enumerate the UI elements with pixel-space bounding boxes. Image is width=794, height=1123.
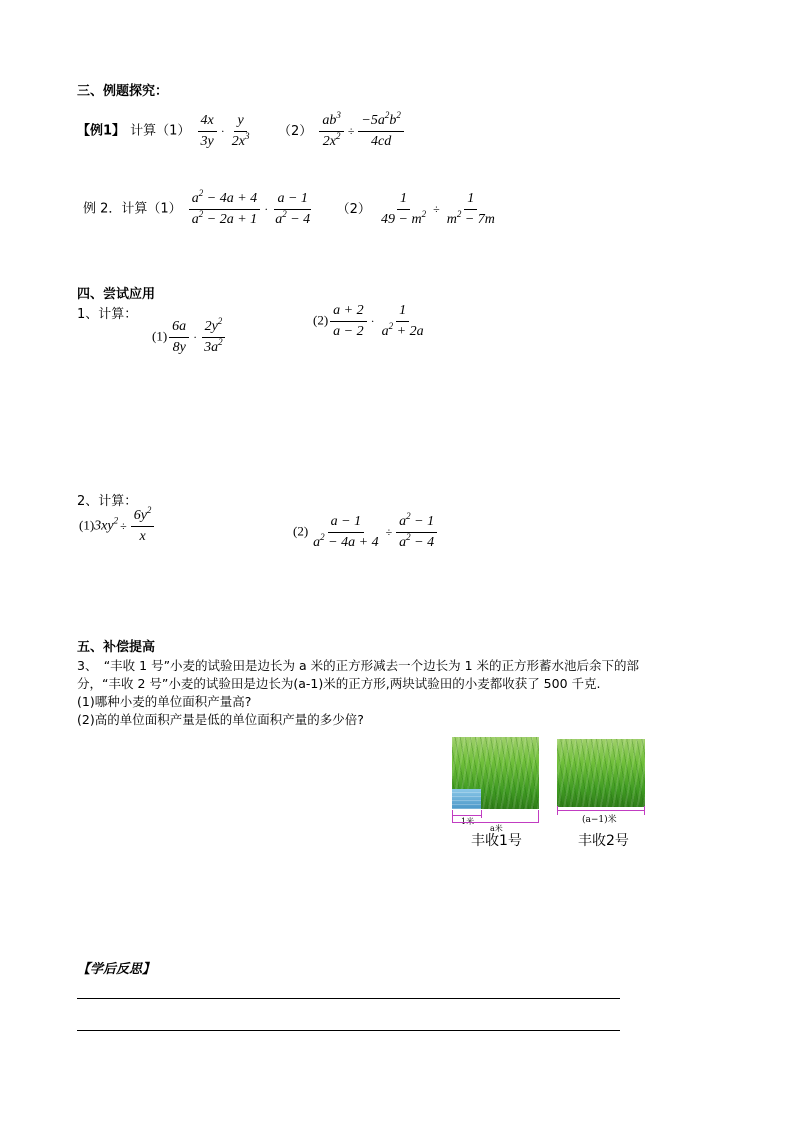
example-1 [77, 112, 406, 151]
question-3-sub-2: (2)高的单位面积产量是低的单位面积产量的多少倍? [77, 712, 364, 727]
example-2-expr-2: $\frac{1}{49 - m^2}$ ÷ $\frac{1}{m^2 - 7m}$ [381, 191, 495, 227]
dimension-label-a-minus-1: (a−1)米 [582, 815, 617, 825]
example-1-lead: 计算（1） [130, 123, 191, 139]
wheat-field-2-image [557, 739, 645, 807]
question-1-expr-1: (1) $\frac{6a}{8y}$ · $\frac{2y^2}{3a^2}$ [152, 318, 228, 357]
question-2-label: 2、计算： [77, 494, 138, 509]
dimension-tick-right-2 [644, 806, 645, 815]
example-1-label: 【例1】 [77, 123, 126, 139]
caption-field-1: 丰收1号 [471, 833, 522, 849]
dimension-line-a-minus-1 [557, 810, 645, 811]
example-1-expr-2: $\frac{ab^3}{2x^2}$ ÷ $\frac{-5a^2b^2}{4cd}$ [317, 124, 406, 139]
question-3-line-1: 3、 “丰收 1 号”小麦的试验田是边长为 a 米的正方形减去一个边长为 1 米的正方形蓄水池后余下的部 [77, 658, 640, 673]
reflection-title: 【学后反思】 [77, 962, 156, 977]
example-1-part2: （2） [277, 123, 313, 139]
water-pool-image [452, 789, 481, 809]
reflection-line-2[interactable] [77, 1030, 620, 1031]
example-2-lead: 例 2．计算（1） [83, 201, 182, 217]
example-1-expr-1: $\frac{4x}{3y}$ · $\frac{y}{2x^3}$ [196, 124, 258, 139]
example-2 [83, 190, 500, 229]
question-2-expr-2: (2) $\frac{a - 1}{a^2 - 4a + 4}$ ÷ $\frac{a^2 - 1}{a^2 - 4}$ [293, 513, 439, 552]
dimension-label-a: a米 [490, 824, 503, 833]
question-2-expr-1: $(1)3xy^2$ ÷ $\frac{6y^2}{x}$ [79, 507, 156, 546]
question-3-sub-1: (1)哪种小麦的单位面积产量高? [77, 694, 252, 709]
question-3-line-2: 分，“丰收 2 号”小麦的试验田是边长为(a-1)米的正方形,两块试验田的小麦都收获了 500 千克. [77, 676, 601, 691]
question-1-label: 1、计算： [77, 307, 138, 322]
dimension-tick-mid [481, 810, 482, 818]
dimension-tick-left [452, 810, 453, 822]
example-2-part2: （2） [336, 201, 371, 217]
caption-field-2: 丰收2号 [578, 833, 629, 849]
dimension-tick-left-2 [557, 806, 558, 815]
section-3-title: 三、例题探究： [77, 84, 169, 99]
question-1-expr-2: (2) $\frac{a + 2}{a - 2}$ · $\frac{1}{a^2 + 2a}$ [313, 303, 424, 339]
dimension-tick-right [538, 810, 539, 823]
reflection-line-1[interactable] [77, 998, 620, 999]
section-4-title: 四、尝试应用 [77, 287, 156, 302]
example-2-expr-1: $\frac{a^2 - 4a + 4}{a^2 - 2a + 1}$ · $\frac{a - 1}{a^2 - 4}$ [187, 202, 319, 217]
section-5-title: 五、补偿提高 [77, 640, 156, 655]
